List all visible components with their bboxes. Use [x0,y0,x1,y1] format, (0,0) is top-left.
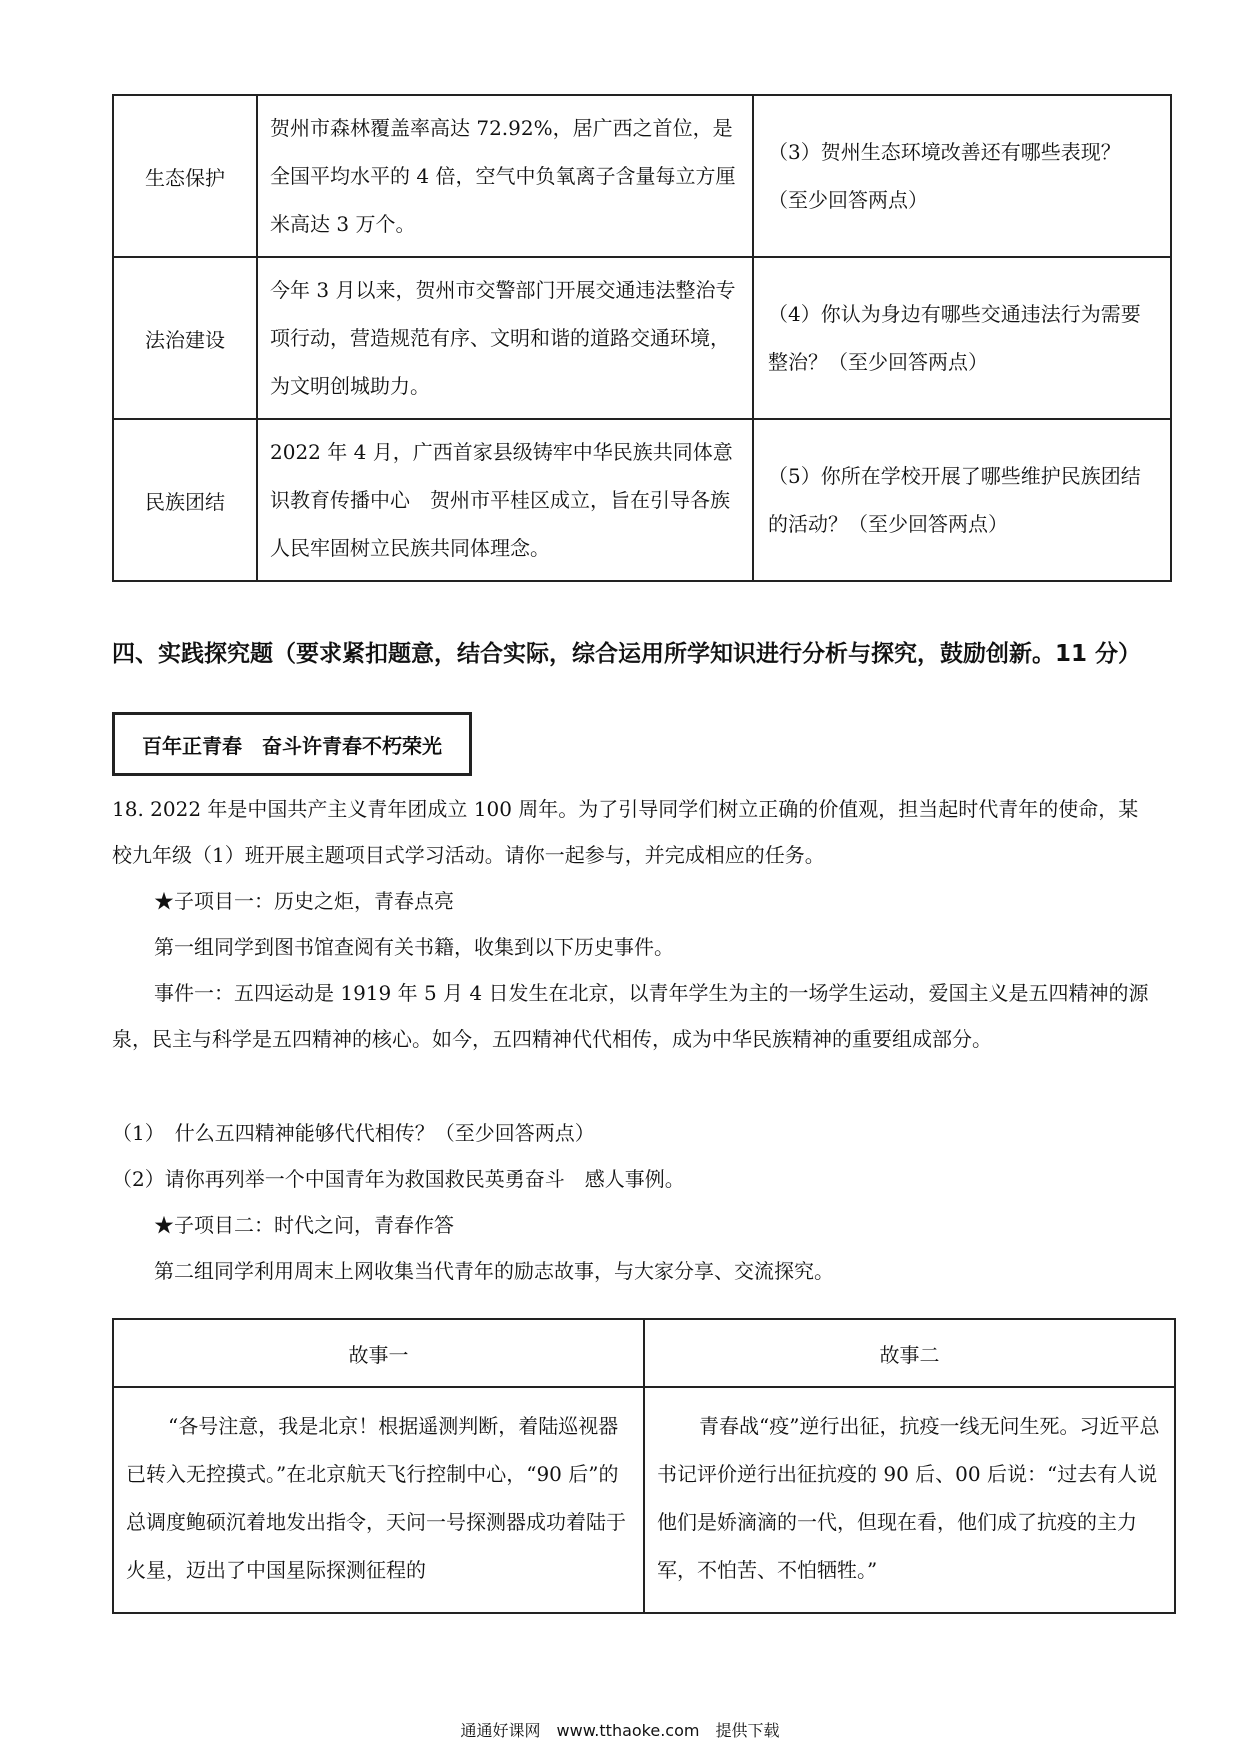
row-description: 贺州市森林覆盖率高达 72.92%，居广西之首位，是全国平均水平的 4 倍，空气中负氧离子含量每立方厘米高达 3 万个。 [257,95,753,257]
sub-question-2: （2）请你再列举一个中国青年为救国救民英勇奋斗 感人事例。 [112,1167,685,1191]
sub-question-1: （1） 什么五四精神能够代代相传？（至少回答两点） [112,1121,595,1145]
table-header-row [113,1319,1175,1387]
section-title: 四、实践探究题（要求紧扣题意，结合实际，综合运用所学知识进行分析与探究，鼓励创新。11 分） [112,641,1142,667]
story-one-text: “各号注意，我是北京！根据遥测判断，着陆巡视器已转入无控摸式。”在北京航天飞行控制中心，“90 后”的总调度鲍硕沉着地发出指令，天问一号探测器成功着陆于火星，迈出了中国星际探测征程的 [113,1387,644,1613]
row-question: （3）贺州生态环境改善还有哪些表现？（至少回答两点） [753,95,1171,257]
row-question: （5）你所在学校开展了哪些维护民族团结的活动？（至少回答两点） [753,419,1171,581]
subproject-2-text: 第二组同学利用周末上网收集当代青年的励志故事，与大家分享、交流探究。 [154,1259,834,1283]
story-one-header: 故事一 [113,1319,644,1387]
table-row [113,419,1171,581]
table-row [113,1387,1175,1613]
question-intro: 18. 2022 年是中国共产主义青年团成立 100 周年。为了引导同学们树立正确的价值观，担当起时代青年的使命，某校九年级（1）班开展主题项目式学习活动。请你一起参与，并完成相应的任务。 [112,797,1139,867]
subproject-2-title: ★子项目二：时代之问，青春作答 [154,1213,454,1237]
event-one: 事件一：五四运动是 1919 年 5 月 4 日发生在北京，以青年学生为主的一场学生运动，爱国主义是五四精神的源泉，民主与科学是五四精神的核心。如今，五四精神代代相传，成为中华民族精神的重要组成部分。 [112,981,1149,1051]
row-description: 今年 3 月以来，贺州市交警部门开展交通违法整治专项行动，营造规范有序、文明和谐的道路交通环境，为文明创城助力。 [257,257,753,419]
row-category: 法治建设 [113,257,257,419]
table-row [113,257,1171,419]
theme-box: 百年正青春 奋斗许青春不朽荣光 [112,712,472,776]
stories-table [112,1318,1176,1614]
subproject-1-text: 第一组同学到图书馆查阅有关书籍，收集到以下历史事件。 [154,935,674,959]
topic-table [112,94,1172,582]
story-two-header: 故事二 [644,1319,1175,1387]
page-footer: 通通好课网 www.tthaoke.com 提供下载 [460,1721,780,1740]
row-question: （4）你认为身边有哪些交通违法行为需要整治？（至少回答两点） [753,257,1171,419]
table-row [113,95,1171,257]
row-description: 2022 年 4 月，广西首家县级铸牢中华民族共同体意识教育传播中心 贺州市平桂区成立，旨在引导各族人民牢固树立民族共同体理念。 [257,419,753,581]
subproject-1-title: ★子项目一：历史之炬，青春点亮 [154,889,454,913]
story-two-text: 青春战“疫”逆行出征，抗疫一线无问生死。习近平总书记评价逆行出征抗疫的 90 后、00 后说：“过去有人说他们是娇滴滴的一代，但现在看，他们成了抗疫的主力军，不怕苦、不怕牺牲。” [644,1387,1175,1613]
row-category: 生态保护 [113,95,257,257]
row-category: 民族团结 [113,419,257,581]
